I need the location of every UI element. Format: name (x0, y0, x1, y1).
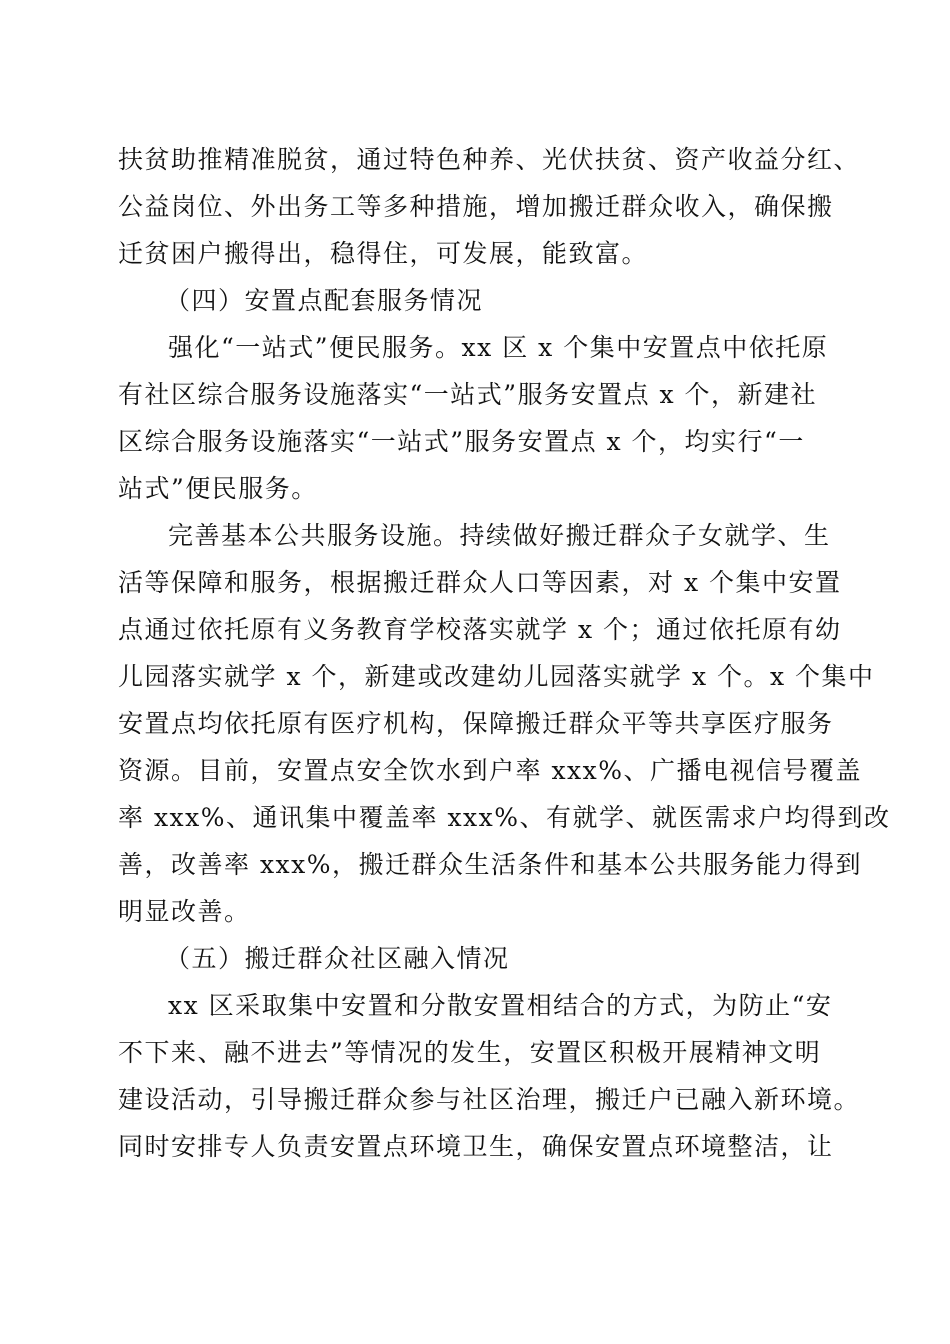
body-text-line: 同时安排专人负责安置点环境卫生，确保安置点环境整洁，让 (118, 1132, 834, 1161)
body-text-line: 完善基本公共服务设施。持续做好搬迁群众子女就学、生 (168, 521, 831, 550)
body-text-line: 安置点均依托原有医疗机构，保障搬迁群众平等共享医疗服务 (118, 709, 834, 738)
body-text-line: 区综合服务设施落实“一站式”服务安置点 x 个，均实行“一 (118, 427, 805, 456)
body-text-line: 儿园落实就学 x 个，新建或改建幼儿园落实就学 x 个。x 个集中 (118, 662, 875, 691)
body-text-line: 率 xxx%、通讯集中覆盖率 xxx%、有就学、就医需求户均得到改 (118, 803, 891, 832)
body-text-line: 站式”便民服务。 (118, 474, 318, 503)
body-text-line: 有社区综合服务设施落实“一站式”服务安置点 x 个，新建社 (118, 380, 818, 409)
body-text-line: xx 区采取集中安置和分散安置相结合的方式，为防止“安 (168, 991, 833, 1020)
body-text-line: 迁贫困户搬得出，稳得住，可发展，能致富。 (118, 239, 649, 268)
body-text-line: 公益岗位、外出务工等多种措施，增加搬迁群众收入，确保搬 (118, 192, 834, 221)
body-text-line: 资源。目前，安置点安全饮水到户率 xxx%、广播电视信号覆盖 (118, 756, 863, 785)
body-text-line: 扶贫助推精准脱贫，通过特色种养、光伏扶贫、资产收益分红、 (118, 145, 861, 174)
body-text-line: 建设活动，引导搬迁群众参与社区治理，搬迁户已融入新环境。 (118, 1085, 861, 1114)
body-text-line: 点通过依托原有义务教育学校落实就学 x 个；通过依托原有幼 (118, 615, 842, 644)
body-text-line: 强化“一站式”便民服务。xx 区 x 个集中安置点中依托原 (168, 333, 829, 362)
body-text-line: 不下来、融不进去”等情况的发生，安置区积极开展精神文明 (118, 1038, 822, 1067)
section-heading-4: （四）安置点配套服务情况 (165, 286, 484, 315)
body-text-line: 明显改善。 (118, 897, 251, 926)
body-text-line: 活等保障和服务，根据搬迁群众人口等因素，对 x 个集中安置 (118, 568, 842, 597)
section-heading-5: （五）搬迁群众社区融入情况 (165, 944, 510, 973)
body-text-line: 善，改善率 xxx%，搬迁群众生活条件和基本公共服务能力得到 (118, 850, 863, 879)
